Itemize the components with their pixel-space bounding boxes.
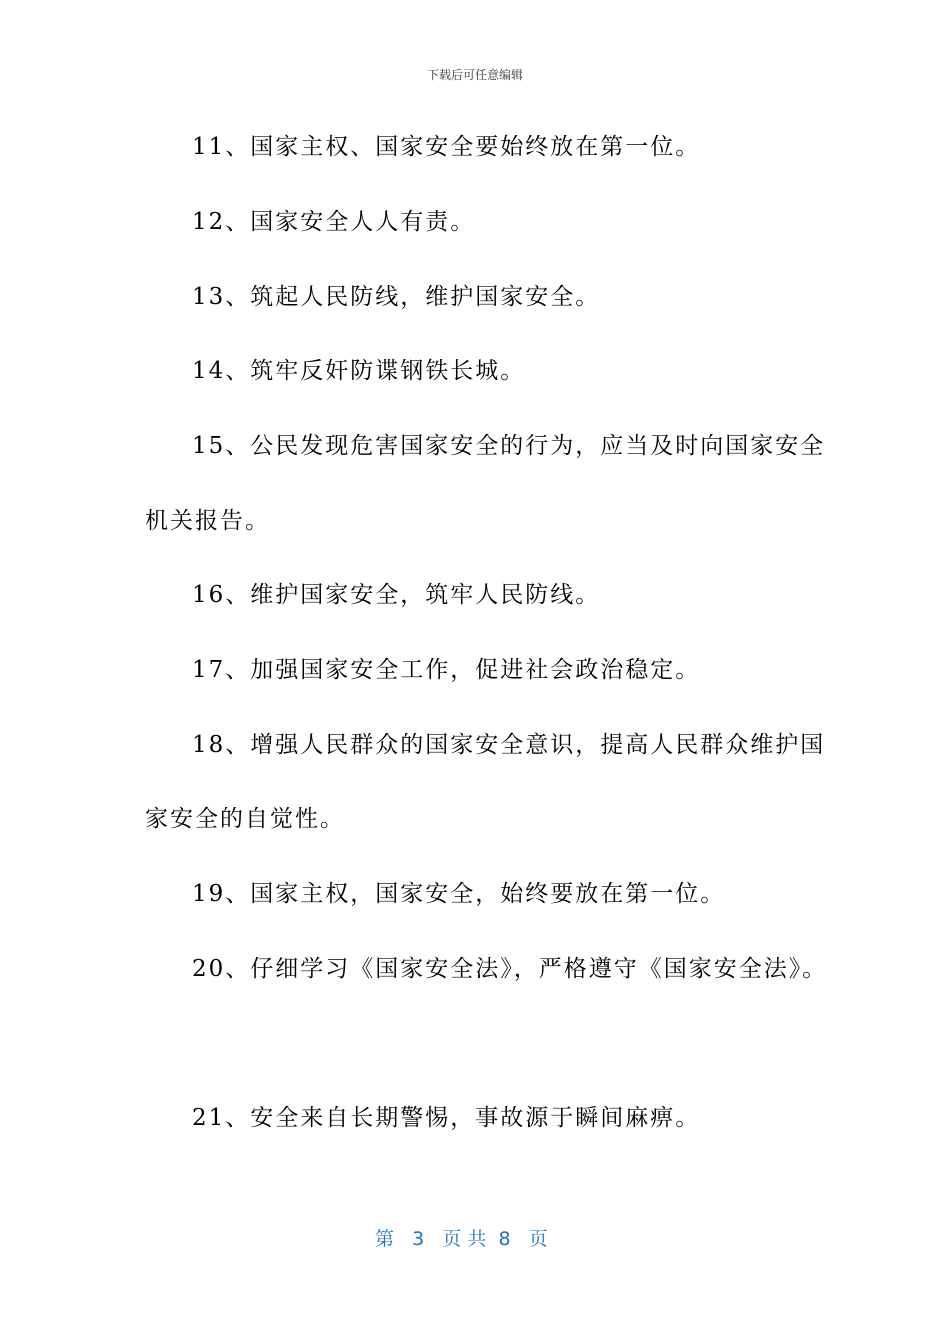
list-item-17: 17、加强国家安全工作，促进社会政治稳定。 — [192, 657, 701, 683]
list-item-18-line2: 家安全的自觉性。 — [145, 806, 345, 832]
list-item-16: 16、维护国家安全，筑牢人民防线。 — [192, 582, 601, 608]
list-item-11: 11、国家主权、国家安全要始终放在第一位。 — [192, 134, 701, 160]
footer-total-pages: 8 — [498, 1228, 511, 1250]
list-item-21: 21、安全来自长期警惕，事故源于瞬间麻痹。 — [192, 1105, 701, 1131]
list-item-14: 14、筑牢反奸防谍钢铁长城。 — [192, 358, 526, 384]
list-item-12: 12、国家安全人人有责。 — [192, 209, 476, 235]
footer-label-page: 第 — [375, 1228, 395, 1250]
footer-label-of: 页 共 — [442, 1228, 487, 1250]
page-footer — [375, 1226, 548, 1252]
list-item-20: 20、仔细学习《国家安全法》，严格遵守《国家安全法》。 — [192, 956, 828, 982]
list-item-15-line1: 15、公民发现危害国家安全的行为，应当及时向国家安全 — [192, 433, 826, 459]
list-item-13: 13、筑起人民防线，维护国家安全。 — [192, 284, 601, 310]
footer-label-pages: 页 — [528, 1228, 548, 1250]
list-item-18-line1: 18、增强人民群众的国家安全意识，提高人民群众维护国 — [192, 732, 826, 758]
list-item-19: 19、国家主权，国家安全，始终要放在第一位。 — [192, 881, 726, 907]
list-item-15-line2: 机关报告。 — [145, 508, 270, 534]
page-header: 下载后可任意编辑 — [426, 68, 523, 82]
footer-current-page: 3 — [412, 1228, 425, 1250]
